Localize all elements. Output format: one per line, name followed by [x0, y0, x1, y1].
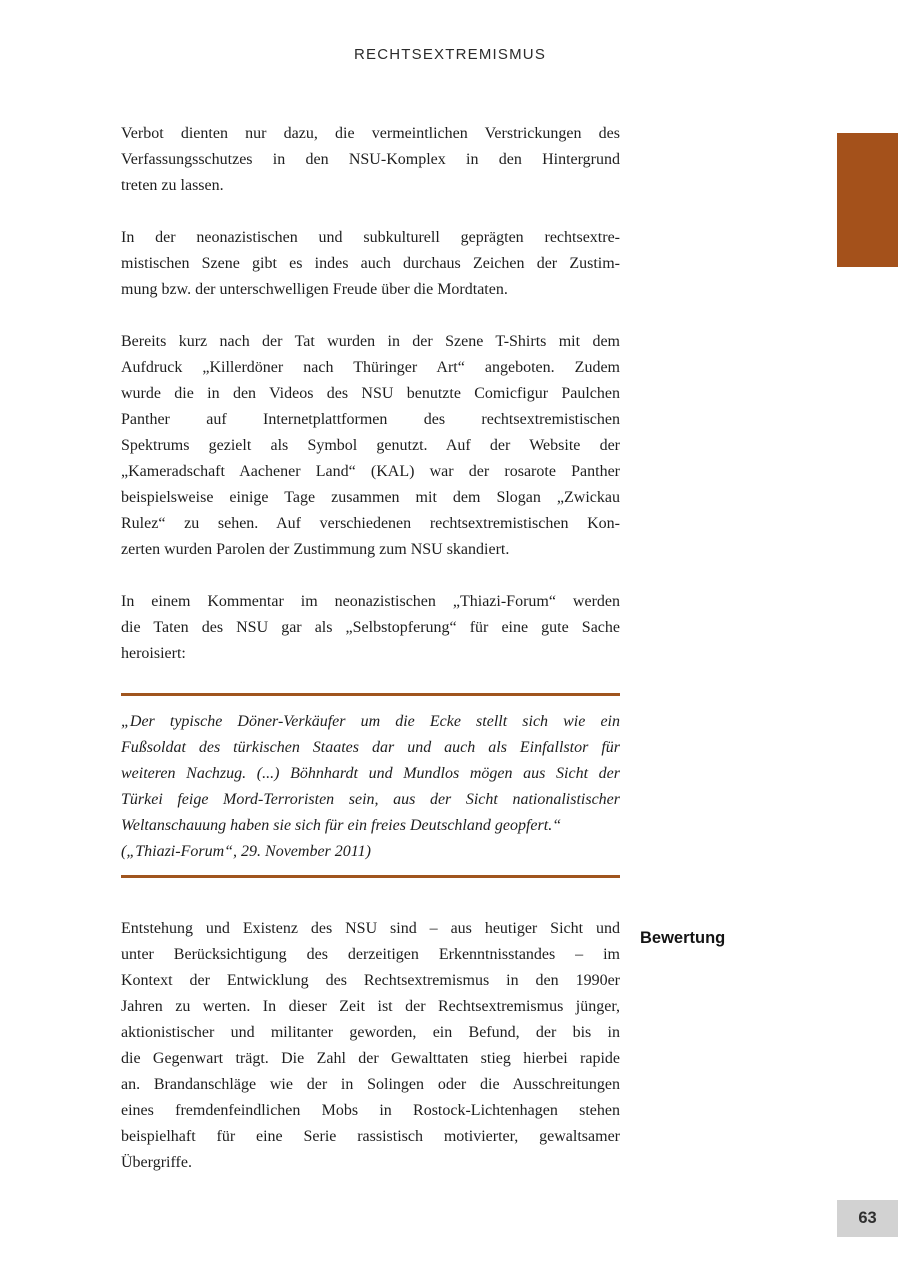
- page-number: 63: [858, 1209, 877, 1227]
- page-number-box: [837, 1200, 898, 1237]
- quote-rule-bottom: [121, 875, 620, 878]
- block-quote: „Der typische Döner-Verkäufer um die Ecke stellt sich wie ein Fußsoldat des türkischen Staates dar und auch als Einfallstor für weiteren Nachzug. (...) Böhnhardt und Mundlos mögen aus Sicht der Türkei feige Mord-Terroristen sein, aus der Sicht nationalistischer Weltanschauung haben sie sich für ein freies Deutschland geopfert.“: [121, 713, 620, 834]
- paragraph: Bereits kurz nach der Tat wurden in der Szene T-Shirts mit dem Aufdruck „Killerdöner nach Thüringer Art“ angeboten. Zudem wurde die in den Videos des NSU benutzte Comicfigur Paulchen Panther auf Internetplattformen des rechtsextremistischen Spektrums gezielt als Symbol genutzt. Auf der Website der „Kameradschaft Aachener Land“ (KAL) war der rosarote Panther beispielsweise einige Tage zusammen mit dem Slogan „Zwickau Rulez“ zu sehen. Auf verschiedenen rechtsextremistischen Kon- zerten wurden Parolen der Zustimmung zum NSU skandiert.: [121, 333, 620, 558]
- margin-note-bewertung: Bewertung: [640, 929, 726, 947]
- paragraph: Verbot dienten nur dazu, die vermeintlichen Verstrickungen des Verfassungsschutzes in den NSU-Komplex in den Hintergrund treten zu lassen.: [121, 125, 620, 194]
- paragraph-assessment: Entstehung und Existenz des NSU sind – aus heutiger Sicht und unter Berücksichtigung des derzeitigen Erkenntnisstandes – im Kontext der Entwicklung des Rechtsextremismus in den 1990er Jahren zu werten. In dieser Zeit ist der Rechtsextremismus jünger, aktionistischer und militanter geworden, ein Befund, der bis in die Gegenwart trägt. Die Zahl der Gewalttaten stieg hierbei rapide an. Brandanschläge wie der in Solingen oder die Ausschreitungen eines fremdenfeindlichen Mobs in Rostock-Lichtenhagen stehen beispielhaft für eine Serie rassistisch motivierter, gewaltsamer Übergriffe.: [121, 920, 620, 1171]
- text-column: [121, 121, 620, 1202]
- paragraph: In der neonazistischen und subkulturell geprägten rechtsextre- mistischen Szene gibt es indes auch durchaus Zeichen der Zustim- mung bzw. der unterschwelligen Freude über die Mordtaten.: [121, 229, 620, 298]
- paragraph: In einem Kommentar im neonazistischen „Thiazi-Forum“ werden die Taten des NSU gar als „Selbstopferung“ für eine gute Sache heroisiert:: [121, 593, 620, 662]
- running-header: RECHTSEXTREMISMUS: [353, 46, 547, 63]
- quote-citation: („Thiazi-Forum“, 29. November 2011): [121, 843, 371, 860]
- quote-rule-top: [121, 693, 620, 696]
- chapter-accent-block: [837, 133, 898, 267]
